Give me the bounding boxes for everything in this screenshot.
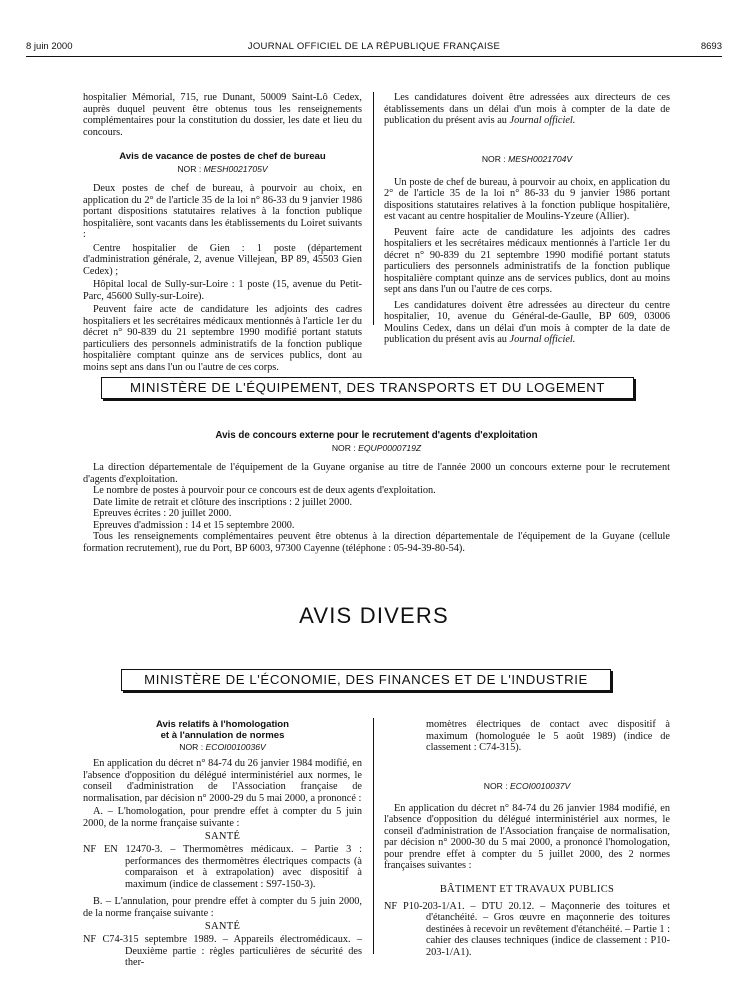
- paragraph: momètres électriques de contact avec dispositif à maximum (homologuée le 5 août 1989) (indice de classement : C74-315).: [426, 719, 670, 753]
- concours-lines: [83, 462, 670, 554]
- paragraph: Peuvent faire acte de candidature les adjoints des cadres hospitaliers et les secrétaires médicaux mentionnés à l'article 1er du décret n° 90-839 du 21 septembre 1990 modifié portant statuts particuliers des personnels administratifs de la fonction publique hospitalière comptant quinze ans de services publics, dont au moins sept ans dans l'un ou l'autre de ces corps.: [384, 226, 670, 295]
- nor-code: ECOI0010037V: [510, 780, 571, 791]
- notice-title: Avis de concours externe pour le recrutement d'agents d'exploitation: [215, 430, 538, 441]
- header-journal-title: JOURNAL OFFICIEL DE LA RÉPUBLIQUE FRANÇAISE: [247, 41, 501, 52]
- header-page-number: 8693: [700, 41, 722, 52]
- paragraph: Centre hospitalier de Gien : 1 poste (département d'administration générale, 2, avenue Villejean, BP 89, 45503 Gien Cedex) ;: [83, 242, 362, 277]
- paragraph: La direction départementale de l'équipement de la Guyane organise au titre de l'année 2000 un concours externe pour le recrutement d'agents d'exploitation.: [83, 462, 670, 485]
- paragraph: En application du décret n° 84-74 du 26 janvier 1984 modifié, en l'absence d'opposition du délégué interministériel aux normes, le conseil d'administration de l'Association française de normalisation, par décision n° 2000-29 du 5 mai 2000, a prononcé :: [83, 758, 362, 804]
- paragraph: B. – L'annulation, pour prendre effet à compter du 5 juin 2000, de la norme française suivante :: [83, 896, 362, 919]
- column-divider: [373, 92, 374, 325]
- concours-section: [83, 430, 670, 554]
- ministry-banner: MINISTÈRE DE L'ÉCONOMIE, DES FINANCES ET DE L'INDUSTRIE: [121, 669, 611, 691]
- paragraph: Un poste de chef de bureau, à pourvoir au choix, en application du 2° de l'article 35 de la loi n° 86-33 du 9 janvier 1986 portant dispositions statutaires relatives à la fonction publique hospitalière, est vacant au centre hospitalier de Moulins-Yzeure (Allier).: [384, 176, 670, 222]
- paragraph: Le nombre de postes à pourvoir pour ce concours est de deux agents d'exploitation.: [93, 485, 436, 496]
- nor-code: MESH0021705V: [203, 164, 268, 174]
- top-right-column: [384, 92, 670, 346]
- nor-code: EQUP0000719Z: [358, 443, 422, 453]
- paragraph: hospitalier Mémorial, 715, rue Dunant, 50009 Saint-Lô Cedex, auprès duquel peuvent être obtenus tous les renseignements complémentaires pour la constitution du dossier, les date et lieu du concours.: [83, 92, 362, 138]
- notice-title: Avis de vacance de postes de chef de bureau: [119, 151, 326, 162]
- nor-reference: NOR : ECOI0010036V: [179, 742, 266, 752]
- section-title: AVIS DIVERS: [299, 603, 449, 628]
- nor-reference: NOR : EQUP0000719Z: [331, 443, 422, 453]
- section-heading: SANTÉ: [204, 921, 241, 932]
- norm-entry: NF P10-203-1/A1. – DTU 20.12. – Maçonnerie des toitures et d'étanchéité. – Gros œuvre en maçonnerie des toitures destinées à recevoir un revêtement d'étanchéité. – Partie 1 : cahier des clauses techniques (indice de classement : P10-203-1/A1).: [384, 900, 670, 958]
- notice-title: Avis relatifs à l'homologation: [155, 719, 290, 730]
- paragraph: En application du décret n° 84-74 du 26 janvier 1984 modifié, en l'absence d'opposition du délégué interministériel aux normes, le conseil d'administration de l'Association française de normalisation, par décision n° 2000-30 du 5 mai 2000, a prononcé l'homologation, pour prendre effet à compter du 5 juillet 2000, des 2 normes françaises suivantes :: [384, 802, 670, 871]
- ministry-banner: MINISTÈRE DE L'ÉQUIPEMENT, DES TRANSPORTS ET DU LOGEMENT: [101, 377, 634, 399]
- paragraph: A. – L'homologation, pour prendre effet à compter du 5 juin 2000, de la norme française suivante :: [83, 806, 362, 829]
- header-rule: [26, 56, 722, 57]
- paragraph: Epreuves écrites : 20 juillet 2000.: [93, 508, 232, 519]
- bottom-left-column: [83, 719, 362, 969]
- top-left-column: [83, 92, 362, 373]
- paragraph: Epreuves d'admission : 14 et 15 septembre 2000.: [93, 519, 295, 531]
- paragraph: Tous les renseignements complémentaires peuvent être obtenus à la direction départementale de l'équipement de la Guyane (cellule formation recrutement), rue du Port, BP 6003, 97300 Cayenne (téléphone : 05-94-39-80-54).: [83, 531, 670, 554]
- norm-entry: NF EN 12470-3. – Thermomètres médicaux. – Partie 3 : performances des thermomètres électriques compacts (à comparaison et à extrapolation) avec dispositif à maximum (indice de classement : S97-150-3).: [83, 844, 362, 890]
- norm-entry: NF C74-315 septembre 1989. – Appareils électromédicaux. – Deuxième partie : règles particulières de sécurité des ther-: [83, 934, 362, 968]
- nor-reference: NOR : MESH0021705V: [177, 164, 268, 174]
- paragraph: Peuvent faire acte de candidature les adjoints des cadres hospitaliers et les secrétaires médicaux mentionnés à l'article 1er du décret n° 90-839 du 21 septembre 1990 modifié portant statuts particuliers des personnels administratifs de la fonction publique hospitalière comptant quinze ans de services publics, dont au moins sept ans dans l'un ou l'autre de ces corps.: [83, 304, 362, 373]
- paragraph: Hôpital local de Sully-sur-Loire : 1 poste (15, avenue du Petit-Parc, 45600 Sully-sur-Loire).: [83, 279, 362, 302]
- notice-title-line2: et à l'annulation de normes: [160, 730, 285, 741]
- bottom-right-column: [384, 719, 670, 958]
- paragraph: Les candidatures doivent être adressées aux directeurs de ces établissements dans un délai d'un mois à compter de la date de publication du présent avis au Journal officiel.: [384, 92, 670, 126]
- nor-code: ECOI0010036V: [205, 742, 266, 752]
- page-header: [26, 41, 722, 55]
- nor-reference: NOR : ECOI0010037V: [483, 780, 571, 791]
- nor-code: MESH0021704V: [508, 153, 573, 164]
- section-heading: SANTÉ: [204, 831, 241, 842]
- paragraph: Date limite de retrait et clôture des inscriptions : 2 juillet 2000.: [93, 496, 353, 508]
- nor-reference: NOR : MESH0021704V: [481, 153, 573, 164]
- paragraph: Les candidatures doivent être adressées au directeur du centre hospitalier, 10, avenue du Général-de-Gaulle, BP 609, 03006 Moulins Cedex, dans un délai d'un mois à compter de la date de publication du présent avis au Journal officiel.: [384, 299, 670, 345]
- paragraph: Deux postes de chef de bureau, à pourvoir au choix, en application du 2° de l'article 35 de la loi n° 86-33 du 9 janvier 1986 portant dispositions statutaires relatives à la fonction publique hospitalière, sont vacants dans les établissements du Loiret suivants :: [83, 183, 362, 240]
- section-heading: BÂTIMENT ET TRAVAUX PUBLICS: [439, 883, 615, 895]
- column-divider: [373, 718, 374, 954]
- header-date: 8 juin 2000: [26, 41, 73, 52]
